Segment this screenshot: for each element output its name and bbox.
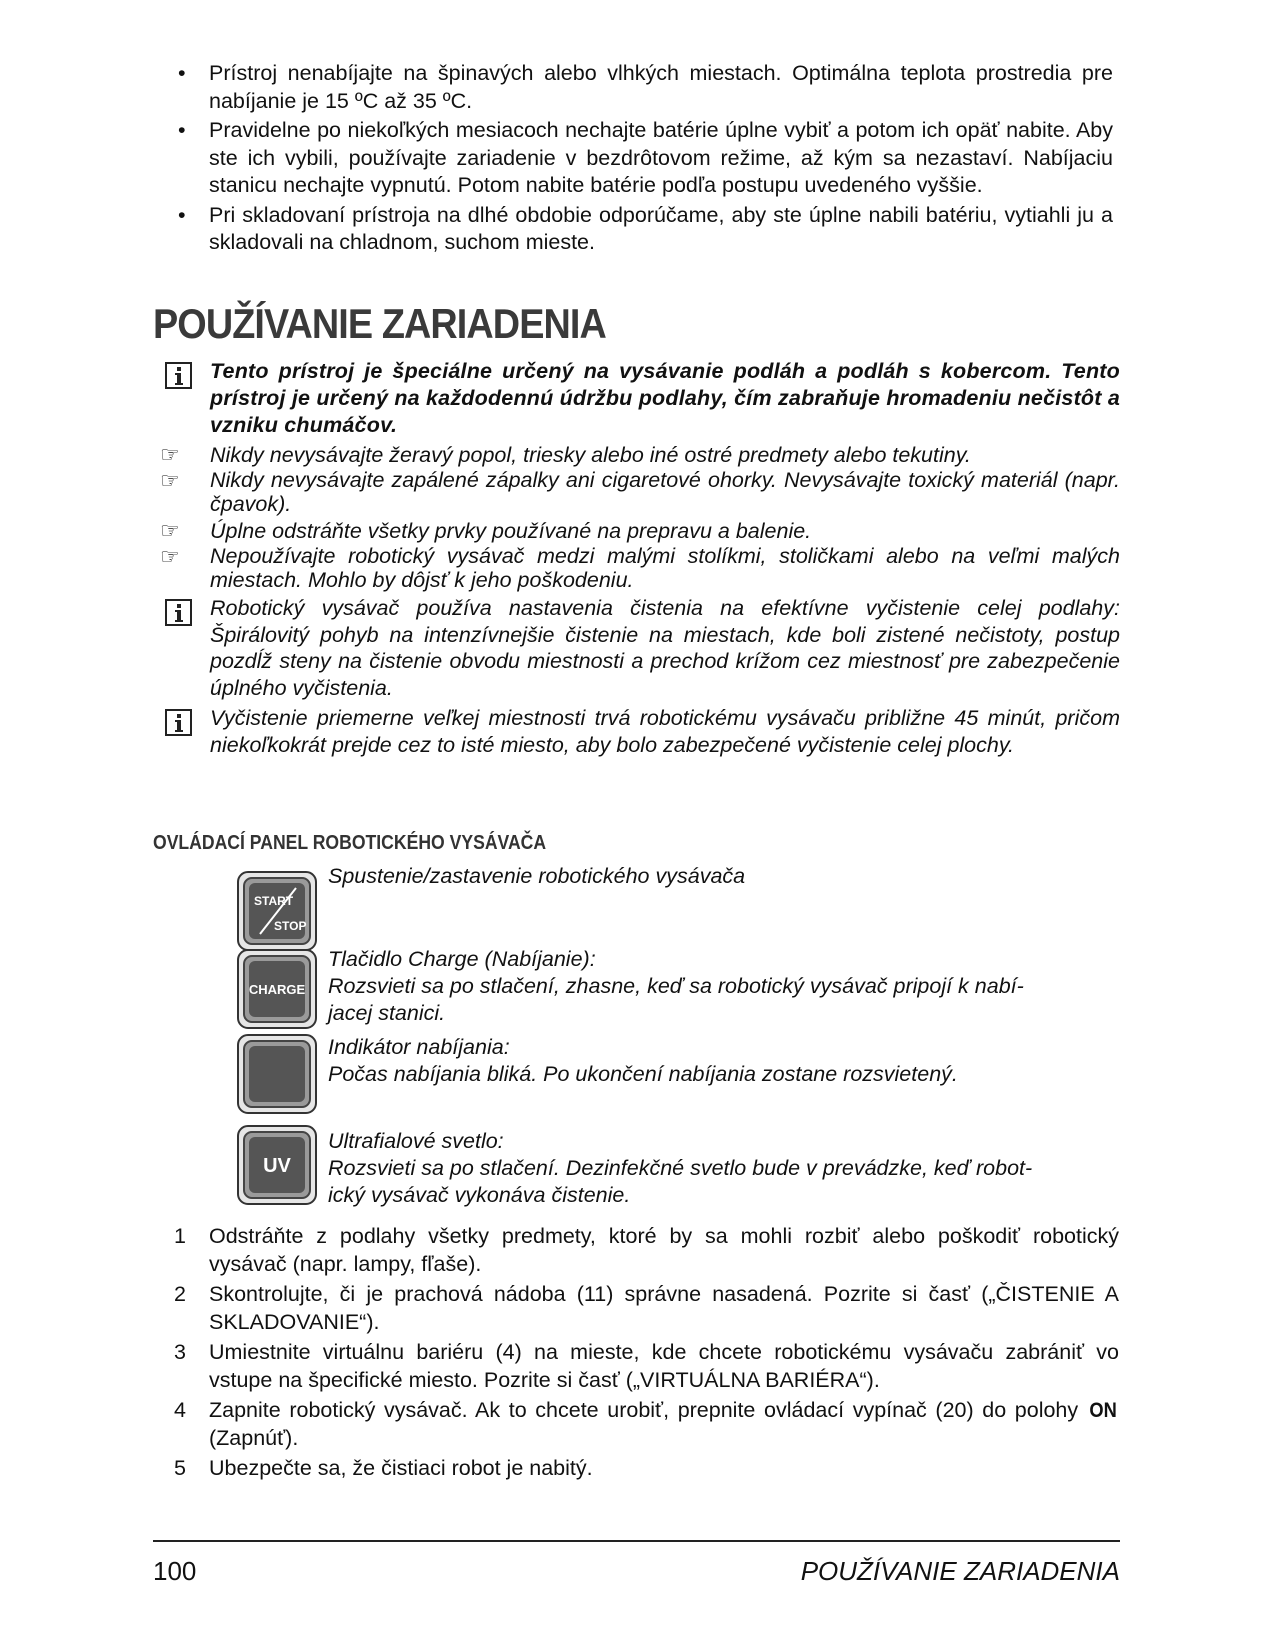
uv-button-icon bbox=[236, 1124, 318, 1206]
section-title: POUŽÍVANIE ZARIADENIA bbox=[153, 300, 606, 347]
list-item: 1 Odstráňte z podlahy všetky predmety, ktoré by sa mohli rozbiť alebo poškodiť robotický vysávač (napr. lampy, fľaše). bbox=[174, 1224, 1119, 1276]
storage-bullet-list bbox=[178, 60, 1113, 259]
note-item: Robotický vysávač používa nastavenia čistenia na efektívne vyčistenie celej podlahy: Špirálovitý pohyb na intenzívnejšie čistenie na miestach, kde boli zistené nečistoty, postup pozdĺž steny na čistenie obvodu miestnosti a prechod krížom cez miestnosť pre zabezpečenie úplného vyčistenia. bbox=[160, 595, 1120, 701]
svg-text:STOP: STOP bbox=[274, 919, 307, 933]
list-item: 3 Umiestnite virtuálnu bariéru (4) na mieste, kde chcete robotickému vysávaču zabrániť vo vstupe na špecifické miesto. Pozrite si časť („VIRTUÁLNA BARIÉRA“). bbox=[174, 1340, 1119, 1392]
info-icon bbox=[165, 709, 192, 736]
note-item: ☞ Úplne odstráňte všetky prvky používané na prepravu a balenie. bbox=[160, 518, 812, 543]
note-item: Tento prístroj je špeciálne určený na vysávanie podláh a podláh s kobercom. Tento prístroj je určený na každodennú údržbu podlahy, čím zabraňuje hromadeniu nečistôt a vzniku chumáčov. bbox=[160, 358, 1120, 439]
usage-steps-list bbox=[174, 1223, 1119, 1486]
info-icon bbox=[165, 362, 192, 389]
list-item: • Prístroj nenabíjajte na špinavých alebo vlhkých miestach. Optimálna teplota prostredia pre nabíjanie je 15 ºC až 35 ºC. bbox=[178, 61, 1113, 113]
note-item: ☞ Nepoužívajte robotický vysávač medzi malými stolíkmi, stoličkami alebo na veľmi malých miestach. Mohlo by dôjsť k jeho poškodeniu. bbox=[160, 544, 1120, 592]
pointing-hand-icon: ☞ bbox=[160, 442, 180, 467]
charge-button-icon bbox=[236, 948, 318, 1030]
footer-divider bbox=[153, 1540, 1120, 1542]
list-item: 4 Zapnite robotický vysávač. Ak to chcete urobiť, prepnite ovládací vypínač (20) do polohy ON (Zapnúť). bbox=[174, 1398, 1117, 1450]
note-item: ☞ Nikdy nevysávajte zapálené zápalky ani cigaretové ohorky. Nevysávajte toxický materiál (napr. čpavok). bbox=[160, 468, 1120, 516]
pointing-hand-icon: ☞ bbox=[160, 468, 180, 493]
list-item: 5 Ubezpečte sa, že čistiaci robot je nabitý. bbox=[174, 1456, 593, 1480]
charging-indicator-description: Indikátor nabíjania: Počas nabíjania bliká. Po ukončení nabíjania zostane rozsvietený. bbox=[328, 1035, 958, 1086]
page-number: 100 bbox=[153, 1556, 197, 1586]
svg-text:UV: UV bbox=[263, 1155, 291, 1177]
info-icon bbox=[165, 599, 192, 626]
svg-text:CHARGE: CHARGE bbox=[248, 982, 306, 997]
note-item: Vyčistenie priemerne veľkej miestnosti trvá robotickému vysávaču približne 45 minút, pričom niekoľkokrát prejde cez to isté miesto, aby bolo zabezpečené vyčistenie celej plochy. bbox=[160, 705, 1120, 759]
charging-indicator-icon bbox=[236, 1033, 318, 1115]
charge-description: Tlačidlo Charge (Nabíjanie): Rozsvieti sa po stlačení, zhasne, keď sa robotický vysávač pripojí k nabí- jacej stanici. bbox=[328, 947, 1024, 1025]
note-item: ☞ Nikdy nevysávajte žeravý popol, triesky alebo iné ostré predmety alebo tekutiny. bbox=[160, 442, 971, 467]
footer-section-title: POUŽÍVANIE ZARIADENIA bbox=[800, 1556, 1120, 1586]
list-item: 2 Skontrolujte, či je prachová nádoba (11) správne nasadená. Pozrite si časť („ČISTENIE A SKLADOVANIE“). bbox=[174, 1282, 1119, 1334]
svg-text:START: START bbox=[254, 894, 294, 908]
pointing-hand-icon: ☞ bbox=[160, 544, 180, 569]
list-item: • Pravidelne po niekoľkých mesiacoch nechajte batérie úplne vybiť a potom ich opäť nabite. Aby ste ich vybili, používajte zariadenie v bezdrôtovom režime, až kým sa nezastaví. Nabíjaciu stanicu nechajte vypnutú. Potom nabite batérie podľa postupu uvedeného vyššie. bbox=[178, 118, 1113, 197]
uv-description: Ultrafialové svetlo: Rozsvieti sa po stlačení. Dezinfekčné svetlo bude v prevádzke, keď robot- ický vysávač vykonáva čistenie. bbox=[328, 1129, 1033, 1207]
start-stop-button-icon bbox=[236, 870, 318, 952]
start-stop-description: Spustenie/zastavenie robotického vysávača bbox=[328, 864, 746, 888]
pointing-hand-icon: ☞ bbox=[160, 518, 180, 543]
list-item: • Pri skladovaní prístroja na dlhé obdobie odporúčame, aby ste úplne nabili batériu, vytiahli ju a skladovali na chladnom, suchom mieste. bbox=[178, 202, 1113, 254]
control-panel-heading: OVLÁDACÍ PANEL ROBOTICKÉHO VYSÁVAČA bbox=[153, 832, 547, 854]
